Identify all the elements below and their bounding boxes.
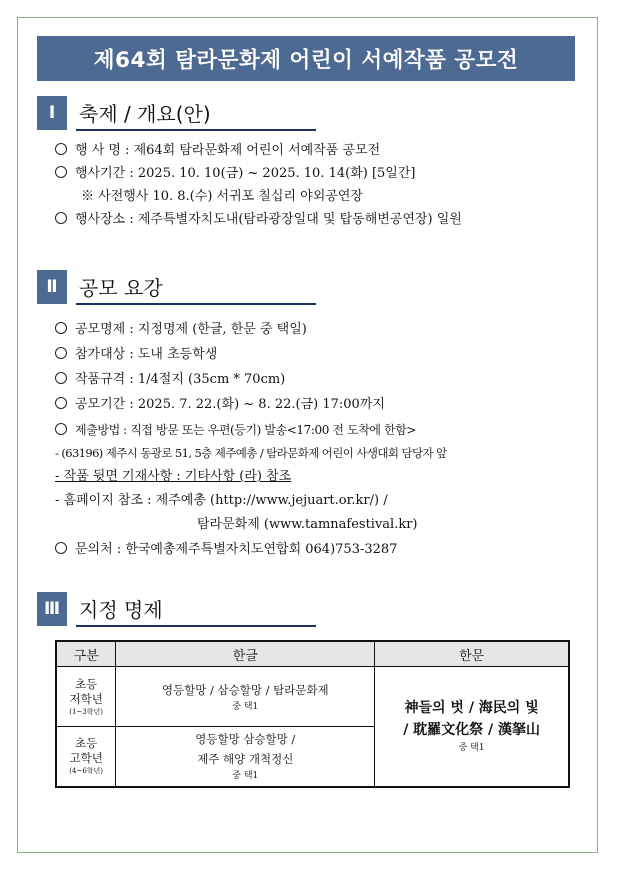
header-grade: 구분 [56, 641, 116, 667]
section-header-overview [37, 96, 327, 132]
section-title: 축제 / 개요(안) [79, 102, 211, 126]
section-header-guide [37, 270, 327, 306]
grade-level: 저학년 [69, 691, 103, 706]
section-underline [76, 303, 316, 305]
page-title: 제64회 탐라문화제 어린이 서예작품 공모전 [37, 36, 575, 81]
korean-theme-cell [116, 667, 375, 727]
overview-venue: 행사장소 : 제주특별자치도내(탐라광장일대 및 탑동해변공연장) 일원 [55, 211, 462, 229]
circle-bullet-icon [55, 397, 67, 409]
guide-eligibility: 참가대상 : 도내 초등학생 [55, 346, 217, 364]
overview-period: 행사기간 : 2025. 10. 10(금) ~ 2025. 10. 14(화) [5일간] [55, 165, 416, 183]
grade-level: 고학년 [69, 751, 103, 766]
hanja-theme-cell [375, 667, 569, 787]
guide-homepage: - 홈페이지 참조 : 제주예총 (http://www.jejuart.or.kr/) / [55, 493, 388, 508]
pick-note: 중 택1 [458, 743, 485, 754]
table-row [56, 667, 569, 727]
section-number: Ⅱ [37, 270, 67, 304]
guide-size: 작품규격 : 1/4절지 (35cm * 70cm) [55, 371, 285, 389]
circle-bullet-icon [55, 322, 67, 334]
grade-label: 초등 [75, 736, 98, 751]
circle-bullet-icon [55, 143, 67, 155]
guide-address: - (63196) 제주시 동광로 51, 5층 제주예총 / 탐라문화제 어린이 사생대회 담당자 앞 [55, 446, 447, 460]
section-title: 지정 명제 [79, 598, 163, 622]
themes-table [55, 640, 570, 788]
pick-note: 중 택1 [232, 771, 259, 782]
section-underline [76, 625, 316, 627]
overview-pre-event: ※ 사전행사 10. 8.(수) 서귀포 칠십리 야외공연장 [81, 189, 363, 204]
hanja-theme-line2: / 耽羅文化祭 / 漢拏山 [403, 722, 541, 739]
circle-bullet-icon [55, 347, 67, 359]
circle-bullet-icon [55, 212, 67, 224]
section-title: 공모 요강 [79, 276, 163, 300]
korean-theme-cell [116, 727, 375, 787]
pick-note: 중 택1 [232, 701, 259, 712]
korean-theme-line2: 제주 해양 개척정신 [197, 752, 294, 767]
grade-cell [56, 727, 116, 787]
guide-submission: 제출방법 : 직접 방문 또는 우편(등기) 발송<17:00 전 도착에 한함> [55, 421, 416, 439]
section-number: Ⅰ [37, 96, 67, 130]
section-underline [76, 129, 316, 131]
circle-bullet-icon [55, 372, 67, 384]
circle-bullet-icon [55, 423, 67, 435]
table-header-row [56, 641, 569, 667]
guide-period: 공모기간 : 2025. 7. 22.(화) ~ 8. 22.(금) 17:00까지 [55, 396, 385, 414]
grade-label: 초등 [75, 676, 98, 691]
header-hanja: 한문 [375, 641, 569, 667]
grade-range: (1~3학년) [69, 707, 104, 716]
korean-theme: 영등할망 삼승할망 / [195, 732, 296, 747]
grade-cell [56, 667, 116, 727]
guide-homepage-2: 탐라문화제 (www.tamnafestival.kr) [197, 517, 418, 532]
circle-bullet-icon [55, 166, 67, 178]
guide-contact: 문의처 : 한국예총제주특별자치도연합회 064)753-3287 [55, 541, 397, 559]
overview-name: 행 사 명 : 제64회 탐라문화제 어린이 서예작품 공모전 [55, 142, 380, 160]
section-header-themes [37, 592, 327, 628]
hanja-theme-line1: 神들의 벗 / 海民의 빛 [404, 700, 539, 717]
section-number: Ⅲ [37, 592, 67, 626]
circle-bullet-icon [55, 542, 67, 554]
korean-theme: 영등할망 / 삼승할망 / 탐라문화제 [161, 682, 329, 697]
guide-back-note: - 작품 뒷면 기재사항 : 기타사항 (라) 참조 [55, 469, 292, 484]
grade-range: (4~6학년) [69, 767, 104, 776]
header-korean: 한글 [116, 641, 375, 667]
guide-theme: 공모명제 : 지정명제 (한글, 한문 중 택일) [55, 321, 307, 339]
